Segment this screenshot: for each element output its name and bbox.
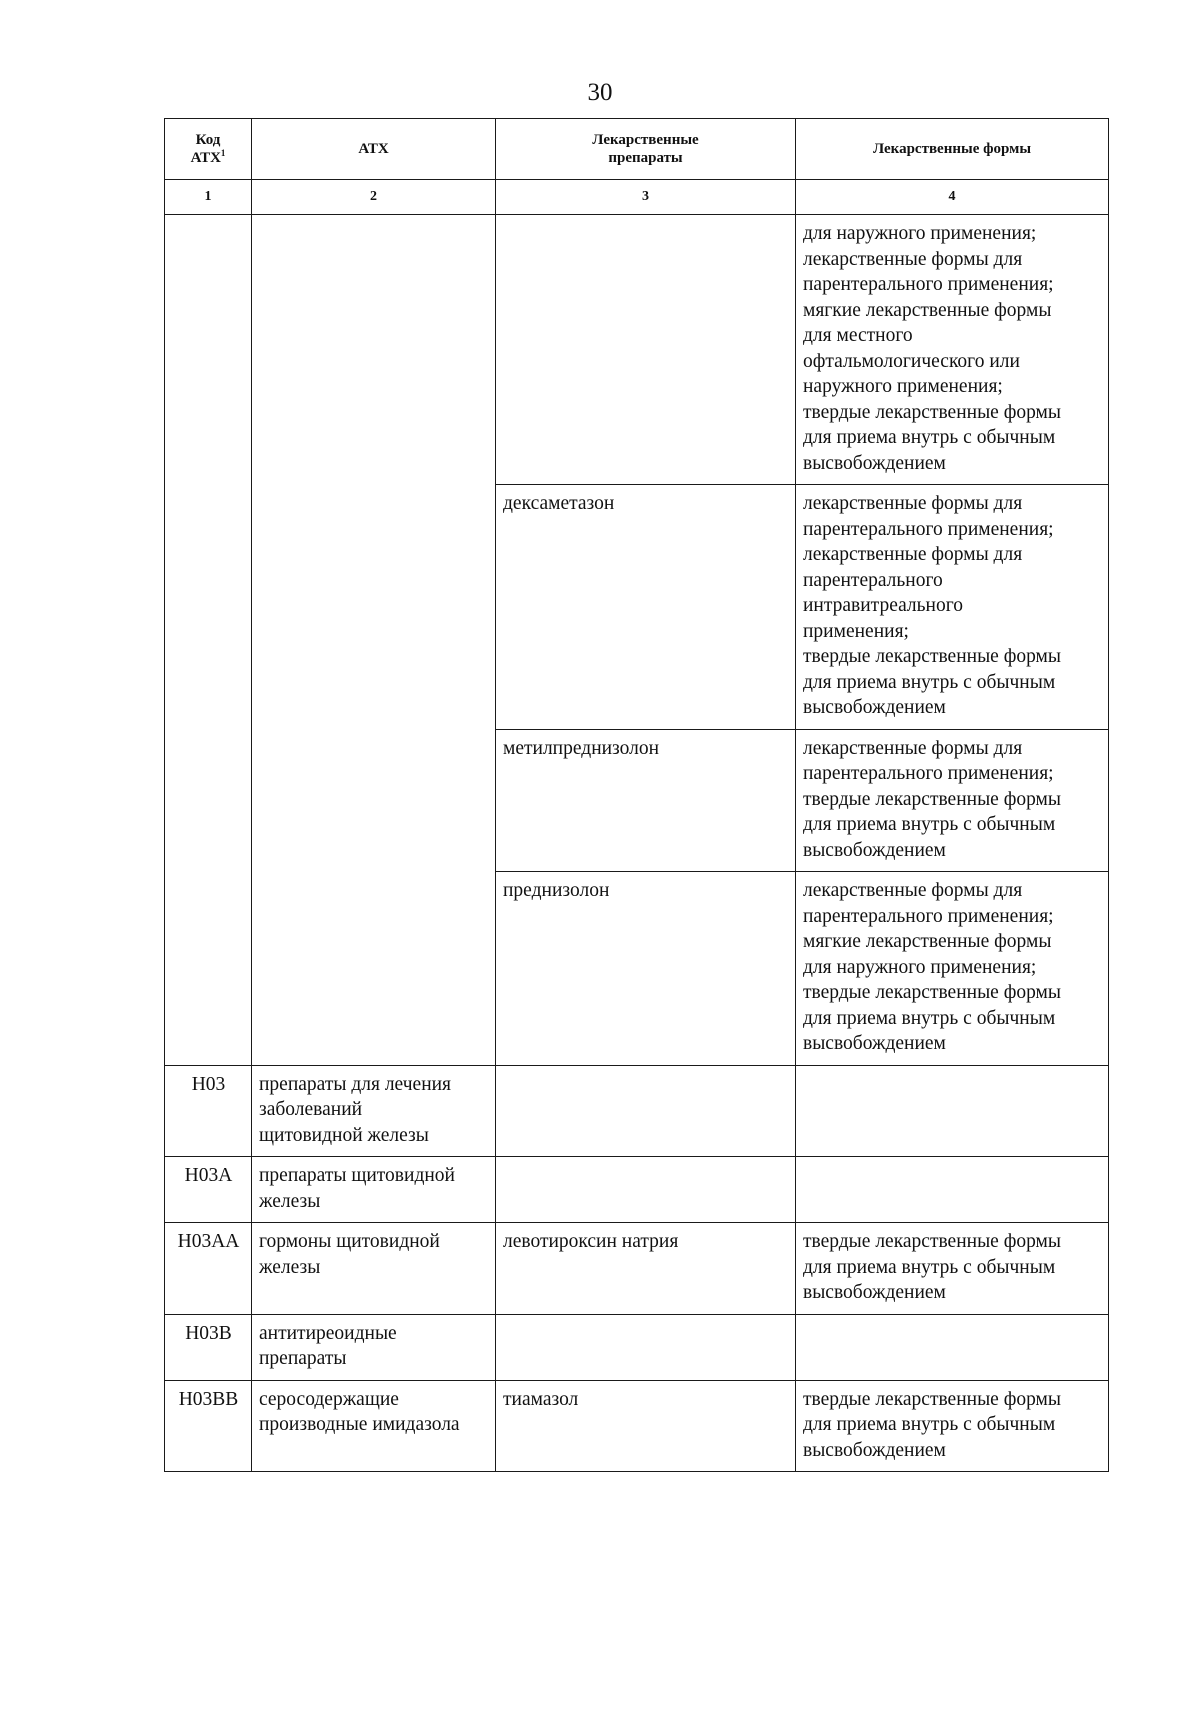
atc-name-cell-line: гормоны щитовидной [259,1231,440,1252]
dosage-forms-cell [796,1223,1109,1315]
atc-drug-table [164,118,1109,1472]
atc-code-cell: H03BB [165,1380,252,1472]
dosage-forms-cell-line: твердые лекарственные формы [803,401,1061,423]
dosage-forms-cell-line: для наружного применения; [803,223,1037,244]
column-number: 1 [165,180,252,215]
atc-name-cell-line: производные имидазола [259,1414,460,1435]
column-number: 2 [252,180,496,215]
header-drugs: Лекарственные препараты [496,119,796,180]
atc-name-cell-line: щитовидной железы [259,1124,429,1146]
column-number-row [165,180,1109,215]
dosage-forms-cell-line: лекарственные формы для [803,544,1023,565]
drug-name-cell [496,1157,796,1223]
atc-name-cell-line: антитиреоидные [259,1322,397,1344]
drug-name-cell [496,1065,796,1157]
dosage-forms-cell-line: лекарственные формы для [803,493,1023,514]
atc-code-cell: H03B [165,1314,252,1380]
dosage-forms-cell-line: для наружного применения; [803,956,1037,978]
dosage-forms-cell-line: твердые лекарственные формы [803,646,1061,667]
table-body [165,215,1109,1472]
dosage-forms-cell [796,215,1109,485]
drug-name-cell [496,215,796,485]
dosage-forms-cell-line: парентерального применения; [803,518,1054,540]
atc-code-cell: H03AA [165,1223,252,1315]
dosage-forms-cell-line: парентерального применения; [803,905,1054,927]
dosage-forms-cell-line: парентерального [803,569,943,591]
atc-name-cell [252,1065,496,1157]
drug-name-cell: метилпреднизолон [496,729,796,872]
dosage-forms-cell-line: высвобождением [803,1439,946,1461]
dosage-forms-cell-line: мягкие лекарственные формы [803,299,1052,321]
dosage-forms-cell-line: мягкие лекарственные формы [803,931,1052,952]
atc-code-cell [165,215,252,1066]
table-row [165,215,1109,485]
dosage-forms-cell-line: парентерального применения; [803,274,1054,295]
table-row [165,1157,1109,1223]
atc-name-cell [252,1380,496,1472]
dosage-forms-cell-line: наружного применения; [803,376,1003,397]
column-number: 3 [496,180,796,215]
drug-name-cell: тиамазол [496,1380,796,1472]
drug-name-cell: преднизолон [496,872,796,1066]
dosage-forms-cell-line: твердые лекарственные формы [803,982,1061,1003]
atc-name-cell [252,215,496,1066]
dosage-forms-cell-line: для приема внутрь с обычным [803,1007,1056,1029]
table-header-row [165,119,1109,180]
dosage-forms-cell-line: для приема внутрь с обычным [803,427,1056,448]
atc-name-cell-line: железы [259,1190,321,1212]
dosage-forms-cell [796,1157,1109,1223]
dosage-forms-cell-line: твердые лекарственные формы [803,1388,1061,1410]
dosage-forms-cell [796,1380,1109,1472]
atc-name-cell-line: препараты для лечения [259,1073,452,1095]
table-row [165,1380,1109,1472]
atc-code-cell: H03 [165,1065,252,1157]
atc-name-cell [252,1223,496,1315]
atc-code-cell: H03A [165,1157,252,1223]
dosage-forms-cell-line: применения; [803,620,909,642]
dosage-forms-cell-line: для местного [803,325,913,346]
dosage-forms-cell-line: высвобождением [803,1282,946,1303]
table-row [165,1314,1109,1380]
dosage-forms-cell [796,729,1109,872]
header-atc-code: Код АТХ$^1$ [165,119,252,180]
dosage-forms-cell-line: высвобождением [803,697,946,718]
header-dosage-forms: Лекарственные формы [796,119,1109,180]
drug-name-cell [496,1314,796,1380]
atc-name-cell-line: железы [259,1256,321,1278]
page-number: 30 [587,79,613,106]
dosage-forms-cell [796,872,1109,1066]
dosage-forms-cell-line: твердые лекарственные формы [803,788,1061,810]
atc-name-cell-line: препараты щитовидной [259,1165,455,1186]
dosage-forms-cell-line: лекарственные формы для [803,737,1023,759]
dosage-forms-cell-line: твердые лекарственные формы [803,1231,1061,1252]
footnote-marker: 1 [220,148,226,158]
dosage-forms-cell-line: высвобождением [803,452,946,474]
dosage-forms-cell [796,1065,1109,1157]
atc-name-cell-line: заболеваний [259,1099,363,1120]
atc-name-cell-line: серосодержащие [259,1388,399,1410]
dosage-forms-cell-line: интравитреального [803,595,963,616]
dosage-forms-cell-line: лекарственные формы для [803,248,1023,270]
column-number: 4 [796,180,1109,215]
dosage-forms-cell-line: для приема внутрь с обычным [803,1414,1056,1435]
dosage-forms-cell [796,485,1109,730]
dosage-forms-cell [796,1314,1109,1380]
atc-name-cell [252,1157,496,1223]
table-row [165,1223,1109,1315]
dosage-forms-cell-line: парентерального применения; [803,763,1054,784]
header-atc: АТХ [252,119,496,180]
dosage-forms-cell-line: лекарственные формы для [803,880,1023,901]
table-row [165,1065,1109,1157]
dosage-forms-cell-line: высвобождением [803,1033,946,1054]
dosage-forms-cell-line: для приема внутрь с обычным [803,671,1056,693]
atc-name-cell [252,1314,496,1380]
dosage-forms-cell-line: для приема внутрь с обычным [803,814,1056,835]
dosage-forms-cell-line: офтальмологического или [803,350,1020,372]
drug-name-cell: дексаметазон [496,485,796,730]
dosage-forms-cell-line: высвобождением [803,839,946,861]
drug-name-cell: левотироксин натрия [496,1223,796,1315]
atc-name-cell-line: препараты [259,1348,347,1369]
dosage-forms-cell-line: для приема внутрь с обычным [803,1256,1056,1278]
